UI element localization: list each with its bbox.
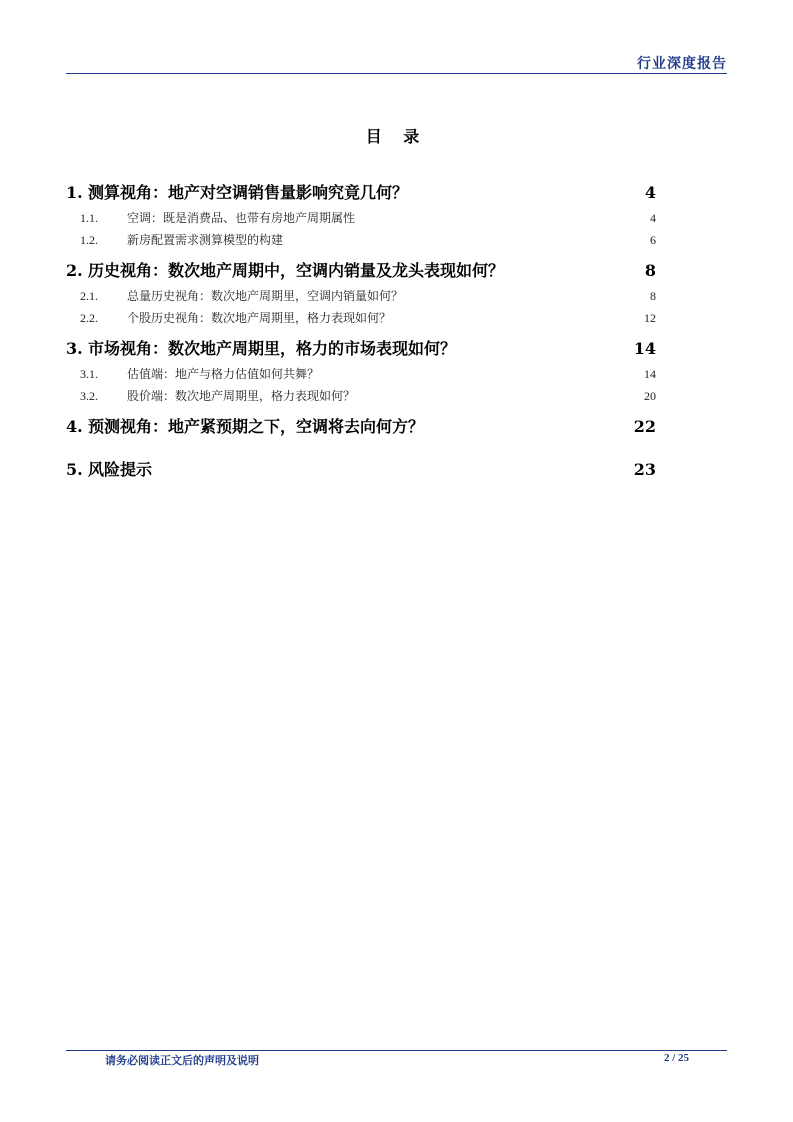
report-type-label: 行业深度报告 — [637, 56, 727, 72]
toc-entry-2[interactable] — [66, 258, 656, 279]
header-divider — [66, 73, 727, 74]
toc-entry-3-1[interactable] — [66, 365, 656, 382]
toc-entry-5[interactable] — [66, 457, 656, 478]
toc-number: 2.1. — [66, 289, 127, 304]
toc-heading: 市场视角：数次地产周期里，格力的市场表现如何？ — [88, 336, 456, 359]
toc-page-number: 23 — [633, 460, 656, 479]
toc-heading: 个股历史视角：数次地产周期里，格力表现如何？ — [127, 311, 392, 325]
toc-number: 1.1. — [66, 211, 127, 226]
toc-page-number: 12 — [644, 311, 656, 325]
toc-page-number: 6 — [650, 233, 656, 247]
toc-entry-3-2[interactable] — [66, 387, 656, 404]
toc-heading: 预测视角：地产紧预期之下，空调将去向何方？ — [88, 414, 424, 437]
toc-page-number: 4 — [644, 183, 656, 202]
toc-entry-1-1[interactable] — [66, 209, 656, 226]
toc-entry-1-2[interactable] — [66, 231, 656, 248]
toc-number: 3. — [66, 339, 88, 358]
toc-entry-4[interactable] — [66, 414, 656, 435]
toc-number: 4. — [66, 417, 88, 436]
toc-page-number: 22 — [633, 417, 656, 436]
toc-heading: 新房配置需求测算模型的构建 — [127, 233, 284, 247]
toc-entry-2-1[interactable] — [66, 287, 656, 304]
toc-page-number: 20 — [644, 389, 656, 403]
toc-number: 1.2. — [66, 233, 127, 248]
toc-page-number: 4 — [650, 211, 656, 225]
toc-heading: 股价端：数次地产周期里，格力表现如何？ — [127, 389, 356, 403]
toc-number: 5. — [66, 460, 88, 479]
footer-divider — [66, 1050, 727, 1051]
toc-number: 1. — [66, 183, 88, 202]
toc-page-number: 14 — [633, 339, 656, 358]
toc-entry-1[interactable] — [66, 180, 656, 201]
footer-page-number: 2 / 25 — [664, 1052, 690, 1064]
toc-entry-3[interactable] — [66, 336, 656, 357]
toc-title: 目 录 — [365, 127, 428, 146]
toc-heading: 测算视角：地产对空调销售量影响究竟几何？ — [88, 180, 408, 203]
toc-heading: 估值端：地产与格力估值如何共舞？ — [127, 367, 320, 381]
toc-number: 3.1. — [66, 367, 127, 382]
toc-number: 3.2. — [66, 389, 127, 404]
toc-entry-2-2[interactable] — [66, 309, 656, 326]
table-of-contents — [66, 180, 656, 478]
footer-disclaimer-note: 请务必阅读正文后的声明及说明 — [105, 1054, 259, 1067]
toc-heading: 风险提示 — [88, 457, 152, 480]
toc-heading: 空调：既是消费品、也带有房地产周期属性 — [127, 211, 356, 225]
toc-number: 2. — [66, 261, 88, 280]
toc-page-number: 8 — [650, 289, 656, 303]
toc-heading: 历史视角：数次地产周期中，空调内销量及龙头表现如何？ — [88, 258, 504, 281]
toc-heading: 总量历史视角：数次地产周期里，空调内销量如何？ — [127, 289, 404, 303]
toc-page-number: 8 — [644, 261, 656, 280]
toc-number: 2.2. — [66, 311, 127, 326]
toc-page-number: 14 — [644, 367, 656, 381]
